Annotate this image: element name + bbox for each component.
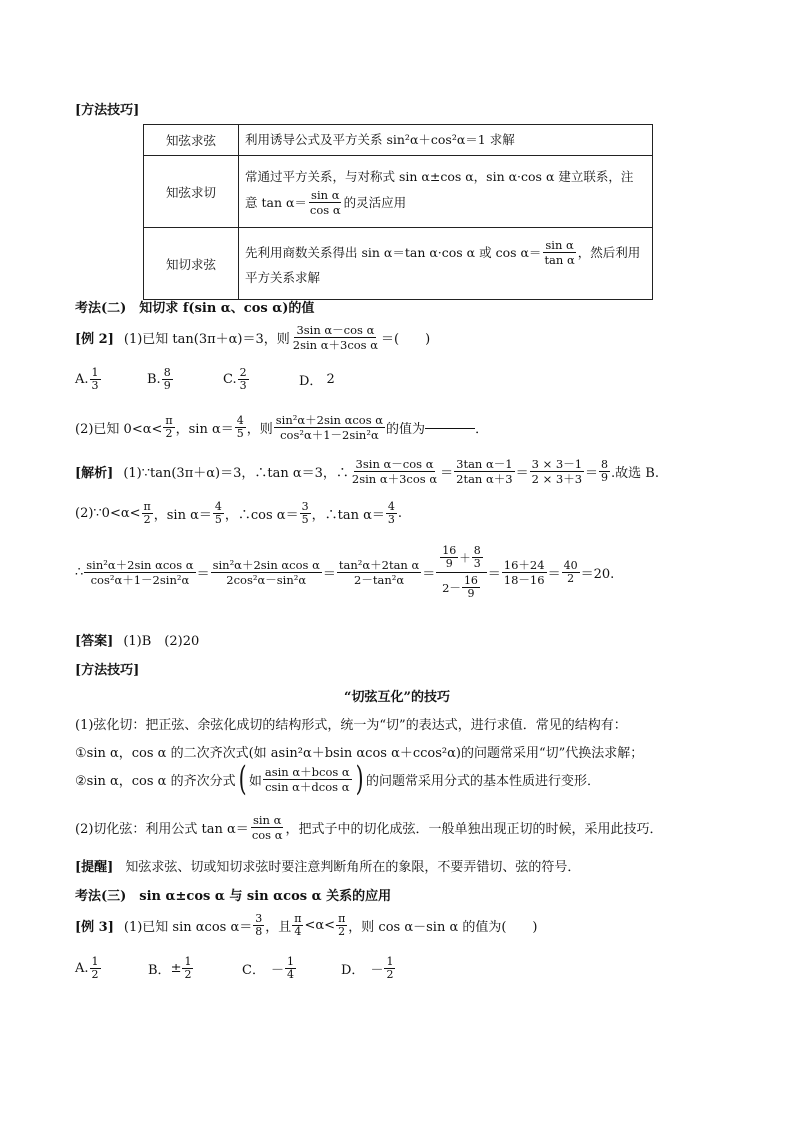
option-b: B． ± $\frac{1}{2}$ xyxy=(148,955,192,981)
option-c: C. $\frac{2}{3}$ xyxy=(223,366,247,392)
ex2-options xyxy=(75,367,335,392)
answer-blank xyxy=(425,427,475,429)
table-row xyxy=(144,125,653,156)
method-tips-label: [方法技巧] xyxy=(75,103,140,118)
option-a: A. $\frac{1}{2}$ xyxy=(75,955,99,981)
ex2-q1: [例 2] (1)已知 tan(3π＋α)＝3，则 $\frac{\text{3sin α－cos α}}{\text{2sin α＋3cos α}}$ ＝( ) xyxy=(75,323,431,352)
option-c: C． － $\frac{1}{4}$ xyxy=(242,955,294,981)
ex3-q1: [例 3] (1)已知 sin αcos α＝ $\frac{3}{8}$ ，且 $\frac{\pi}{4}$ <α< $\frac{\pi}{2}$ ，则 cos α－sin α 的值为( ) xyxy=(75,912,538,938)
answer-line: [答案] (1)B (2)20 xyxy=(75,634,200,649)
option-d: D． 2 xyxy=(299,372,335,389)
method2-title: 考法(二) 知切求 f(sin α、cos α)的值 xyxy=(75,301,315,316)
table-value: 利用诱导公式及平方关系 sin²α＋cos²α＝1 求解 xyxy=(239,125,653,156)
analysis-line3: ∴ $\frac{\text{sin²α＋2sin αcos α}}{\text{cos²α＋1－2sin²α}}$ ＝ $\frac{\text{sin²α＋2sin αcos α}}{\text{2cos²α－sin²α}}$ ＝ $\frac{\text{tan²α＋2tan α}}{\text{2－tan²α}}$ ＝ $\frac{16}{9}$ ＋ $\frac{8}{3}$ 2－ $\frac{16}{9}$ ＝ $\frac{16+24}{18-16}$ ＝ $\frac{40}{2}$ ＝20. xyxy=(75,544,615,600)
method-tips-label-2: [方法技巧] xyxy=(75,663,140,678)
complex-fraction: $\frac{16}{9}$ ＋ $\frac{8}{3}$ 2－ $\frac{16}{9}$ xyxy=(436,545,487,600)
table-row xyxy=(144,228,653,300)
table-value xyxy=(239,156,653,228)
table-line: 先利用商数关系得出 sin α＝tan α·cos α 或 cos α＝ $\frac{\text{sin α}}{\text{tan α}}$ ，然后利用 xyxy=(245,238,641,267)
table-row xyxy=(144,156,653,228)
tip-1: (1)弦化切：把正弦、余弦化成切的结构形式，统一为“切”的表达式，进行求值．常见的结构有： xyxy=(75,718,627,733)
tip-1b: ②sin α，cos α 的齐次分式 ( 如 $\frac{\text{asin α＋bcos α}}{\text{csin α＋dcos α}}$ ) 的问题常采用分式的基本性质进行变形． xyxy=(75,759,600,799)
analysis-line2: (2)∵0<α< $\frac{\pi}{2}$ ，sin α＝ $\frac{4}{5}$ ，∴cos α＝ $\frac{3}{5}$ ，∴tan α＝ $\frac{4}{3}$ . xyxy=(75,500,402,526)
analysis-line1: [解析] (1)∵tan(3π＋α)＝3，∴tan α＝3，∴ $\frac{\text{3sin α－cos α}}{\text{2sin α＋3cos α}}$ ＝ $\frac{\text{3tan α－1}}{\text{2tan α＋3}}$ ＝ $\frac{3 \times 3-1}{2 \times 3+3}$ ＝ $\frac{8}{9}$ .故选 B. xyxy=(75,457,659,486)
method3-title: 考法(三) sin α±cos α 与 sin αcos α 关系的应用 xyxy=(75,889,392,904)
tip-2: (2)切化弦：利用公式 tan α＝ $\frac{\text{sin α}}{\text{cos α}}$ ，把式子中的切化成弦．一般单独出现正切的时候，采用此技巧． xyxy=(75,813,663,842)
table-key: 知切求弦 xyxy=(144,228,239,300)
ex2-q2: (2)已知 0<α< $\frac{\pi}{2}$ ，sin α＝ $\frac{4}{5}$ ，则 $\frac{\text{sin²α＋2sin αcos α}}{\text{cos²α＋1－2sin²α}}$ 的值为 ． xyxy=(75,413,489,442)
table-key: 知弦求切 xyxy=(144,156,239,228)
table-line: 平方关系求解 xyxy=(245,270,321,285)
option-a: A. $\frac{1}{3}$ xyxy=(75,366,99,392)
tip-1a: ①sin α，cos α 的二次齐次式(如 asin²α＋bsin αcos α＋ccos²α)的问题常采用“切”代换法求解； xyxy=(75,746,644,761)
table-line: 常通过平方关系，与对称式 sin α±cos α，sin α·cos α 建立联系，注 xyxy=(245,169,634,184)
option-d: D． － $\frac{1}{2}$ xyxy=(341,955,394,981)
table-line: 意 tan α＝ $\frac{\text{sin α}}{\text{cos α}}$ 的灵活应用 xyxy=(245,188,407,217)
method-table xyxy=(143,124,653,300)
option-b: B. $\frac{8}{9}$ xyxy=(147,366,171,392)
tip-title: “切弦互化”的技巧 xyxy=(344,690,450,705)
ex3-options xyxy=(75,956,396,981)
table-value xyxy=(239,228,653,300)
table-key: 知弦求弦 xyxy=(144,125,239,156)
remind: [提醒] 知弦求弦、切或知切求弦时要注意判断角所在的象限，不要弄错切、弦的符号． xyxy=(75,860,581,875)
